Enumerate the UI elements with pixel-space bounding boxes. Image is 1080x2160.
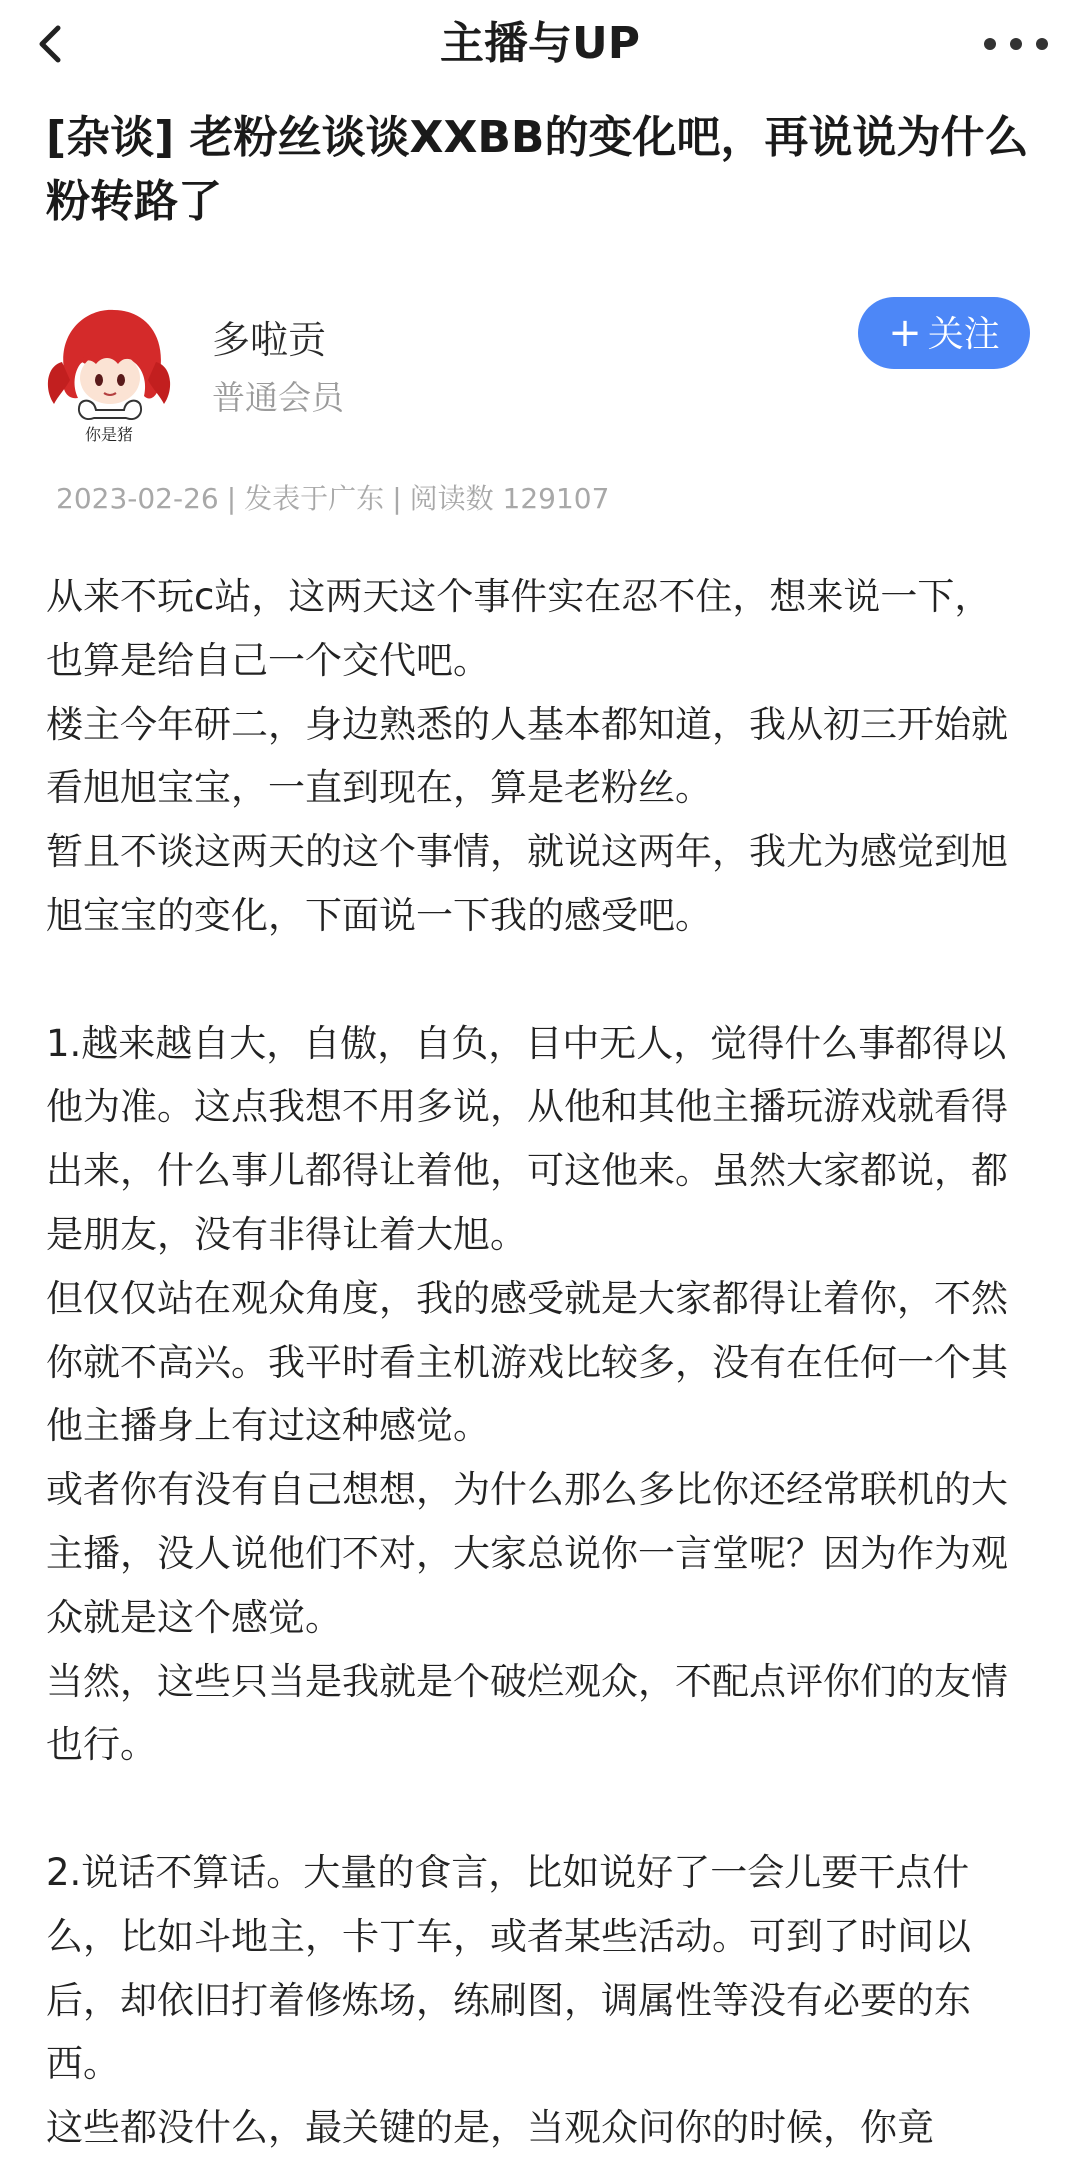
post-meta xyxy=(56,476,609,522)
paragraph: 但仅仅站在观众角度，我的感受就是大家都得让着你，不然你就不高兴。我平时看主机游戏比较多，没有在任何一个其他主播身上有过这种感觉。 xyxy=(46,1276,1008,1448)
author-avatar[interactable] xyxy=(44,300,174,445)
paragraph: 这些都没什么，最关键的是，当观众问你的时候，你竟 xyxy=(46,2106,934,2150)
paragraph: 2.说话不算话。大量的食言，比如说好了一会儿要干点什么，比如斗地主，卡丁车，或者某些活动。可到了时间以后，却依旧打着修炼场，练刷图，调属性等没有必要的东西。 xyxy=(46,1850,971,2086)
plus-icon: + xyxy=(888,310,922,356)
paragraph: 楼主今年研二，身边熟悉的人基本都知道，我从初三开始就看旭旭宝宝，一直到现在，算是老粉丝。 xyxy=(46,702,1008,810)
post-date: 2023-02-26 xyxy=(56,482,219,515)
author-name[interactable]: 多啦贡 xyxy=(212,318,327,362)
paragraph: 1.越来越自大，自傲，自负，目中无人，觉得什么事都得以他为准。这点我想不用多说，从他和其他主播玩游戏就看得出来，什么事儿都得让着他，可这他来。虽然大家都说，都是朋友，没有非得让着大旭。 xyxy=(46,1021,1008,1256)
author-role: 普通会员 xyxy=(212,378,344,417)
top-navigation-bar xyxy=(0,0,1080,92)
paragraph: 当然，这些只当是我就是个破烂观众，不配点评你们的友情也行。 xyxy=(46,1659,1008,1767)
paragraph: 从来不玩c站，这两天这个事件实在忍不住，想来说一下，也算是给自己一个交代吧。 xyxy=(46,575,992,682)
meta-separator: | xyxy=(226,482,237,515)
avatar-caption: 你是猪 xyxy=(84,425,134,444)
post-title: [杂谈] 老粉丝谈谈XXBB的变化吧，再说说为什么粉转路了 xyxy=(46,112,1029,227)
paragraph: 或者你有没有自己想想，为什么那么多比你还经常联机的大主播，没人说他们不对，大家总说你一言堂呢？因为作为观众就是这个感觉。 xyxy=(46,1468,1008,1639)
paragraph-spacer xyxy=(46,1777,1021,1841)
more-button[interactable] xyxy=(978,22,1054,66)
follow-label: 关注 xyxy=(927,314,1000,355)
paragraph-spacer xyxy=(46,948,1021,1012)
avatar-girl-icon xyxy=(44,300,174,445)
post-location: 发表于广东 xyxy=(244,482,385,515)
page-title: 主播与UP xyxy=(440,18,640,69)
more-dots-icon xyxy=(978,22,1054,66)
post-body xyxy=(46,565,1021,2150)
meta-separator: | xyxy=(392,482,402,515)
follow-button[interactable] xyxy=(858,297,1030,369)
post-read-count: 阅读数 129107 xyxy=(409,482,610,515)
paragraph: 暂且不谈这两天的这个事情，就说这两年，我尤为感觉到旭旭宝宝的变化，下面说一下我的感受吧。 xyxy=(46,830,1008,937)
